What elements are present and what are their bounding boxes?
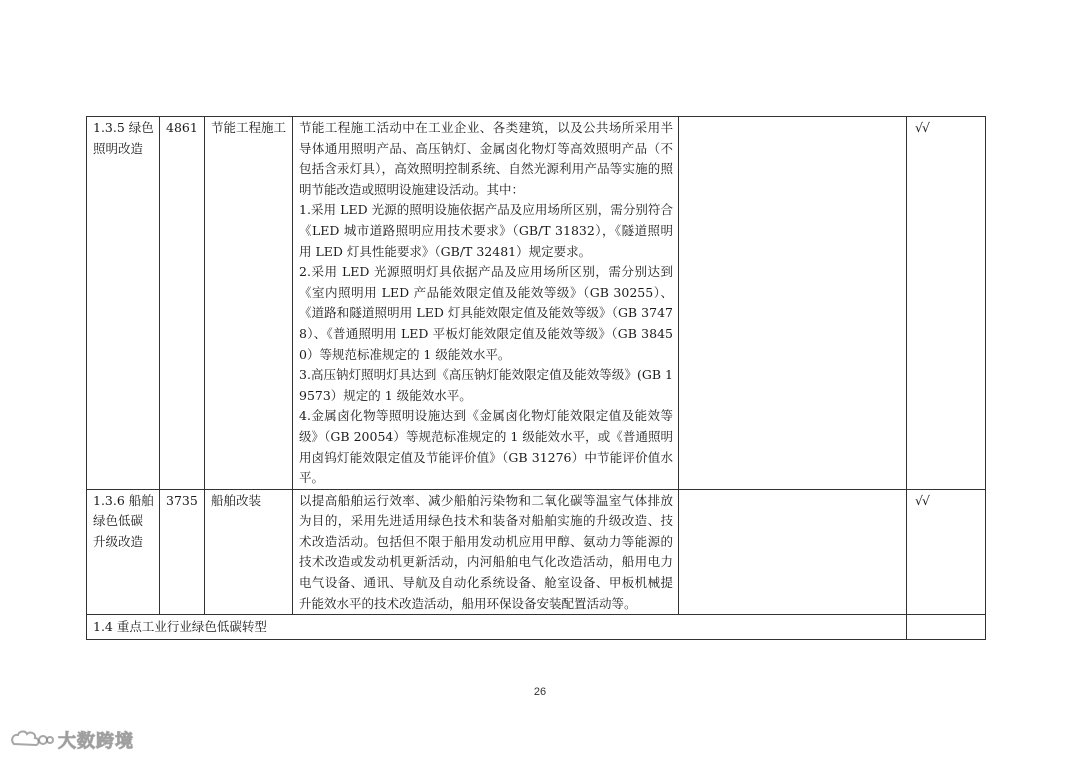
description-paragraph: 2.采用 LED 光源照明灯具依据产品及应用场所区别，需分别达到《室内照明用 LED 产品能效限定值及能效等级》（GB 30255）、《道路和隧道照明用 LED 灯具能效限定值及能效等级》（GB 37478）、《普通照明用 LED 平板灯能效限定值及能效等级》（GB 38450）等规范标准规定的 1 级能效水平。	[299, 264, 673, 362]
page-number: 26	[533, 686, 547, 698]
description-paragraph: 1.采用 LED 光源的照明设施依据产品及应用场所区别，需分别符合《LED 城市道路照明应用技术要求》（GB/T 31832），《隧道照明用 LED 灯具性能要求》（GB/T 32481）规定要求。	[299, 202, 673, 259]
check-mark: √√	[907, 489, 986, 615]
watermark-text: 大数跨境	[58, 731, 134, 752]
description-paragraph: 4.金属卤化物等照明设施达到《金属卤化物灯能效限定值及能效等级》（GB 20054）等规范标准规定的 1 级能效水平，或《普通照明用卤钨灯能效限定值及节能评价值》（GB 31276）中节能评价值水平。	[299, 408, 673, 486]
empty-cell	[679, 489, 907, 615]
category-name: 1.3.5 绿色照明改造	[87, 117, 160, 490]
industry-code: 4861	[160, 117, 205, 490]
empty-cell	[907, 615, 986, 640]
section-heading-row	[87, 615, 986, 640]
description-cell	[293, 117, 679, 490]
table-row	[87, 117, 986, 490]
category-name: 1.3.6 船舶绿色低碳升级改造	[87, 489, 160, 615]
section-heading: 1.4 重点工业行业绿色低碳转型	[87, 615, 907, 640]
empty-cell	[679, 117, 907, 490]
industry-name: 节能工程施工	[205, 117, 293, 490]
watermark	[10, 727, 134, 753]
industry-name: 船舶改装	[205, 489, 293, 615]
document-table	[86, 116, 986, 640]
industry-code: 3735	[160, 489, 205, 615]
description-paragraph: 以提高船舶运行效率、减少船舶污染物和二氧化碳等温室气体排放为目的，采用先进适用绿色技术和装备对船舶实施的升级改造、技术改造活动。包括但不限于船用发动机应用甲醇、氨动力等能源的技术改造或发动机更新活动，内河船舶电气化改造活动，船用电力电气设备、通讯、导航及自动化系统设备、舱室设备、甲板机械提升能效水平的技术改造活动，船用环保设备安装配置活动等。	[299, 492, 673, 611]
cloud-logo-icon	[10, 728, 54, 752]
description-cell	[293, 489, 679, 615]
description-paragraph: 节能工程施工活动中在工业企业、各类建筑，以及公共场所采用半导体通用照明产品、高压钠灯、金属卤化物灯等高效照明产品（不包括含汞灯具），高效照明控制系统、自然光源利用产品等实施的照明节能改造或照明设施建设活动。其中：	[299, 120, 673, 197]
description-paragraph: 3.高压钠灯照明灯具达到《高压钠灯能效限定值及能效等级》(GB 19573）规定的 1 级能效水平。	[299, 367, 673, 403]
table-row	[87, 489, 986, 615]
check-mark: √√	[907, 117, 986, 490]
